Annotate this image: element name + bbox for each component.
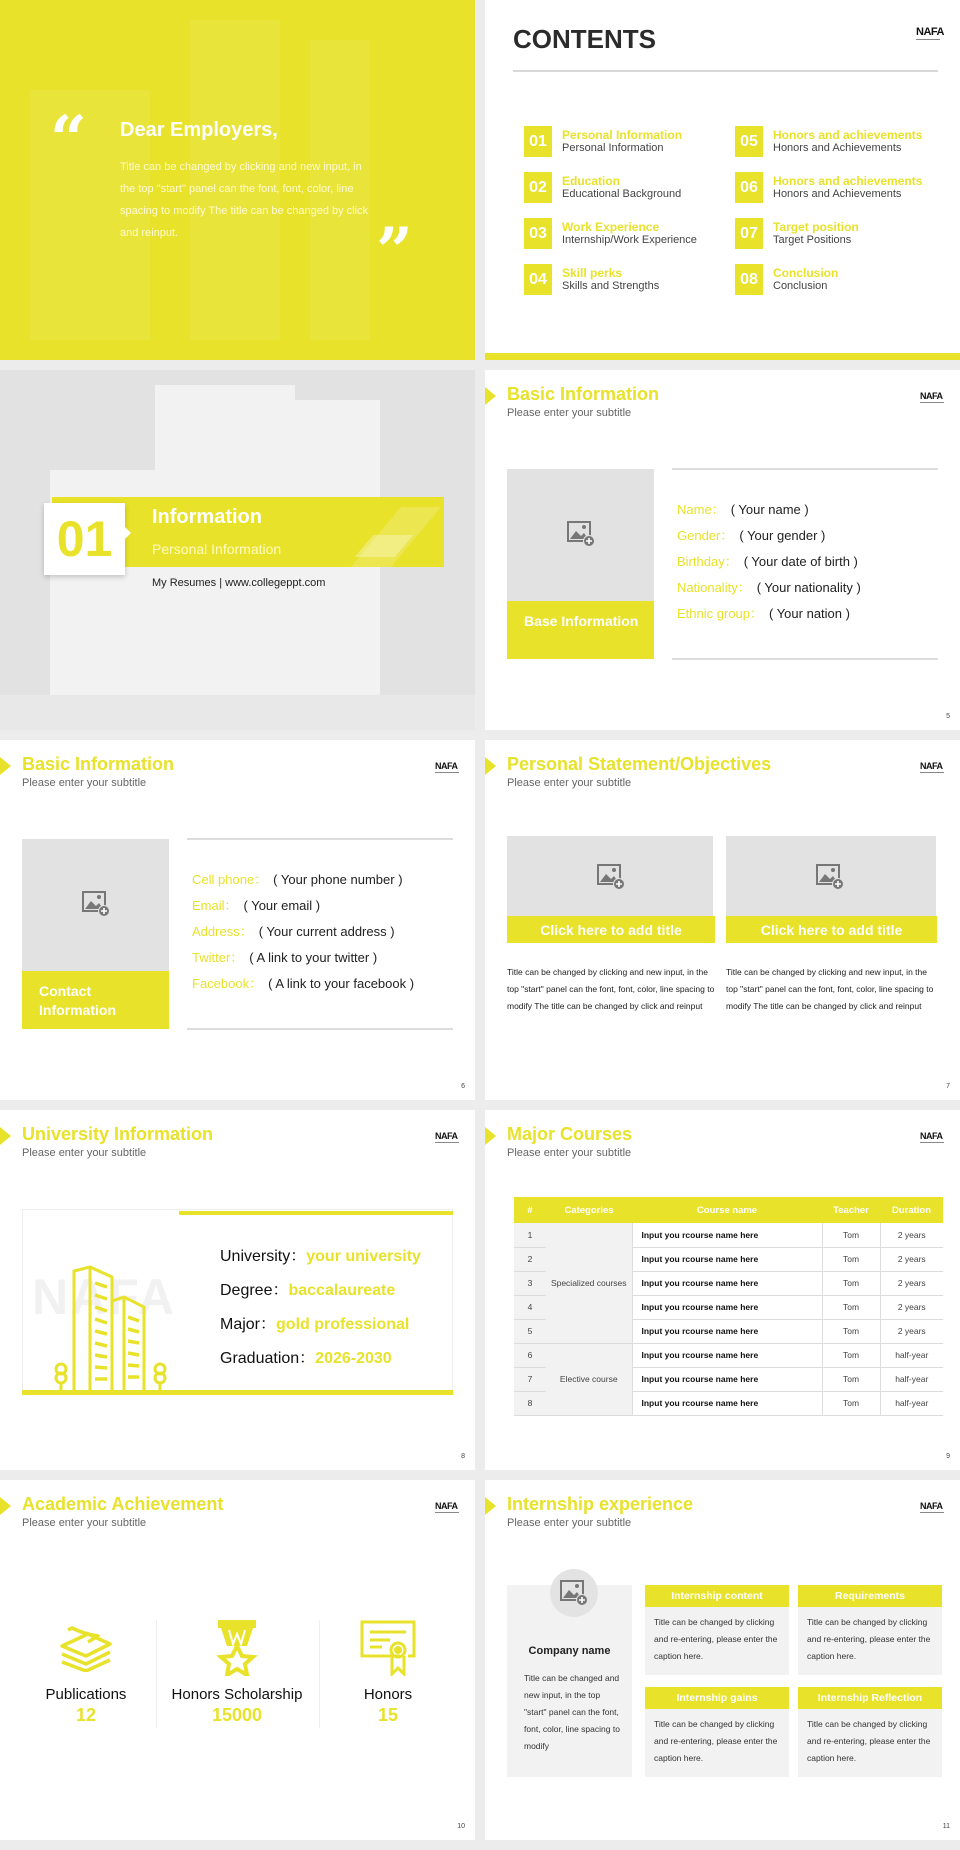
slide-basic-info[interactable] xyxy=(485,370,960,730)
section-subtitle[interactable]: Personal Information xyxy=(152,541,282,557)
course-name-cell[interactable]: Input you rcourse name here xyxy=(632,1367,822,1391)
slide-intro[interactable] xyxy=(0,0,475,360)
close-quote-icon: ” xyxy=(376,214,413,289)
col-teacher: Teacher xyxy=(822,1197,880,1223)
toc-subtitle: Skills and Strengths xyxy=(562,279,660,292)
toc-item[interactable] xyxy=(735,172,922,203)
achievement-value[interactable]: 12 xyxy=(75,1705,97,1725)
toc-item[interactable] xyxy=(524,172,681,203)
field-address[interactable]: Address： ( Your current address ) xyxy=(192,924,395,939)
header-arrow-icon xyxy=(485,757,496,775)
toc-item[interactable] xyxy=(735,218,859,249)
field-degree[interactable]: Degree：baccalaureate xyxy=(220,1282,396,1299)
company-text[interactable]: Title can be changed and new input, in the top "start" panel can the font, font, color, line spacing to modify xyxy=(524,1673,620,1751)
card-title: Internship content xyxy=(645,1585,789,1607)
add-image-icon[interactable] xyxy=(816,864,844,890)
achievement-value[interactable]: 15000 xyxy=(211,1705,263,1725)
field-gender[interactable]: Gender： ( Your gender ) xyxy=(677,528,826,543)
toc-number: 08 xyxy=(735,264,763,295)
table-row: 1 Specialized courses Input you rcourse name here Tom 2 years xyxy=(514,1223,943,1247)
add-image-icon[interactable] xyxy=(82,891,110,917)
slide-contact-info[interactable] xyxy=(0,740,475,1100)
toc-title: Personal Information xyxy=(562,127,683,142)
field-name[interactable]: Name： ( Your name ) xyxy=(677,502,809,517)
col-course-name: Course name xyxy=(632,1197,822,1223)
courses-table xyxy=(514,1197,943,1416)
accent-bar xyxy=(485,353,960,360)
accent-bar xyxy=(179,1211,453,1215)
table-row: 8 Input you rcourse name here Tom half-year xyxy=(514,1391,943,1415)
page-number: 5 xyxy=(946,713,950,720)
table-row: 7 Input you rcourse name here Tom half-year xyxy=(514,1367,943,1391)
slide-academic-achievement[interactable] xyxy=(0,1480,475,1840)
card-label: Contact Information xyxy=(22,971,169,1029)
nafa-logo: NAFA xyxy=(920,1131,943,1141)
card-text[interactable]: Title can be changed by clicking and re-entering, please enter the caption here. xyxy=(807,1719,931,1763)
page-number: 6 xyxy=(461,1083,465,1090)
divider xyxy=(156,1620,157,1728)
header-arrow-icon xyxy=(0,757,11,775)
toc-subtitle: Honors and Achievements xyxy=(773,187,902,200)
table-header xyxy=(514,1197,943,1223)
slide-internship-experience[interactable] xyxy=(485,1480,960,1840)
card-title: Internship gains xyxy=(645,1687,789,1709)
table-row: 3 Input you rcourse name here Tom 2 years xyxy=(514,1271,943,1295)
page-number: 10 xyxy=(457,1823,465,1830)
slide-subtitle[interactable]: Please enter your subtitle xyxy=(22,1517,147,1529)
add-image-icon xyxy=(560,1580,588,1606)
nafa-logo: NAFA xyxy=(916,26,944,38)
nafa-logo: NAFA xyxy=(435,761,458,771)
course-name-cell[interactable]: Input you rcourse name here xyxy=(632,1223,822,1247)
add-title-button[interactable]: Click here to add title xyxy=(726,916,937,943)
page-number: 8 xyxy=(461,1453,465,1460)
field-university[interactable]: University：your university xyxy=(220,1248,421,1265)
open-quote-icon: “ xyxy=(50,102,87,177)
field-birthday[interactable]: Birthday： ( Your date of birth ) xyxy=(677,554,858,569)
toc-number: 04 xyxy=(524,264,552,295)
card-internship-content[interactable] xyxy=(645,1585,789,1675)
course-name-cell[interactable]: Input you rcourse name here xyxy=(632,1271,822,1295)
toc-item[interactable] xyxy=(735,126,922,157)
card-title: Internship Reflection xyxy=(798,1687,942,1709)
toc-subtitle: Educational Background xyxy=(562,187,682,200)
road xyxy=(0,695,475,730)
toc-subtitle: Honors and Achievements xyxy=(773,141,902,154)
toc-subtitle: Target Positions xyxy=(773,233,852,246)
card-requirements[interactable] xyxy=(798,1585,942,1675)
header-arrow-icon xyxy=(0,1497,11,1515)
nafa-logo: NAFA xyxy=(920,761,943,771)
field-ethnic-group[interactable]: Ethnic group： ( Your nation ) xyxy=(677,606,850,621)
category-cell: Elective course xyxy=(546,1343,632,1415)
field-graduation[interactable]: Graduation：2026-2030 xyxy=(220,1350,392,1367)
achievement-publications xyxy=(16,1618,156,1726)
achievement-value[interactable]: 15 xyxy=(377,1705,399,1725)
toc-number: 02 xyxy=(524,172,552,203)
watermark: NAFA xyxy=(32,1269,177,1325)
course-name-cell[interactable]: Input you rcourse name here xyxy=(632,1343,822,1367)
slide-title[interactable]: University Information xyxy=(22,1124,214,1144)
slide-title[interactable]: Basic Information xyxy=(507,384,660,404)
intro-title[interactable]: Dear Employers, xyxy=(120,119,278,141)
toc-title: Honors and achievements xyxy=(773,127,923,142)
card-internship-gains[interactable] xyxy=(645,1687,789,1777)
course-name-cell[interactable]: Input you rcourse name here xyxy=(632,1295,822,1319)
slide-subtitle[interactable]: Please enter your subtitle xyxy=(22,1147,147,1159)
slide-subtitle[interactable]: Please enter your subtitle xyxy=(507,407,632,419)
accent-bar xyxy=(22,1390,453,1395)
header-arrow-icon xyxy=(0,1127,11,1145)
achievement-label: Publications xyxy=(45,1686,127,1703)
toc-item[interactable] xyxy=(735,264,838,295)
add-title-button[interactable]: Click here to add title xyxy=(507,916,715,943)
toc-title: Target position xyxy=(773,219,859,234)
field-email[interactable]: Email： ( Your email ) xyxy=(192,898,321,913)
toc-subtitle: Internship/Work Experience xyxy=(562,233,697,246)
table-row: 2 Input you rcourse name here Tom 2 years xyxy=(514,1247,943,1271)
slide-subtitle[interactable]: Please enter your subtitle xyxy=(507,1517,632,1529)
card-title: Requirements xyxy=(798,1585,942,1607)
section-footer: My Resumes | www.collegeppt.com xyxy=(152,577,326,589)
info-list xyxy=(187,838,453,1030)
medal-icon xyxy=(167,1618,307,1678)
statement-text[interactable]: Title can be changed by clicking and new input, in the top "start" panel can the font, font, color, line spacing to modify The title can be changed by click and reinput xyxy=(726,967,934,1011)
achievement-scholarship xyxy=(167,1618,307,1726)
card-label: Base Information xyxy=(507,601,654,659)
nafa-logo: NAFA xyxy=(435,1501,458,1511)
header-arrow-icon xyxy=(485,1497,496,1515)
category-cell: Specialized courses xyxy=(546,1223,632,1343)
slide-title[interactable]: Personal Statement/Objectives xyxy=(507,754,772,774)
slide-title[interactable]: Basic Information xyxy=(22,754,175,774)
photo-placeholder[interactable] xyxy=(507,469,654,659)
toc-item[interactable] xyxy=(524,218,697,249)
page-number: 9 xyxy=(946,1453,950,1460)
field-cell-phone[interactable]: Cell phone： ( Your phone number ) xyxy=(192,872,403,887)
course-name-cell[interactable]: Input you rcourse name here xyxy=(632,1247,822,1271)
slide-major-courses[interactable] xyxy=(485,1110,960,1470)
card-internship-reflection[interactable] xyxy=(798,1687,942,1777)
nafa-logo: NAFA xyxy=(920,1501,943,1511)
col-number: # xyxy=(514,1197,546,1223)
course-name-cell[interactable]: Input you rcourse name here xyxy=(632,1319,822,1343)
slide-subtitle[interactable]: Please enter your subtitle xyxy=(22,777,147,789)
table-row: 5 Input you rcourse name here Tom 2 years xyxy=(514,1319,943,1343)
intro-body[interactable]: Title can be changed by clicking and new input, in the top "start" panel can the font, font, color, line spacing to modify The title can be changed by click and reinput. xyxy=(120,161,369,239)
slide-title[interactable]: Internship experience xyxy=(507,1494,694,1514)
header-arrow-icon xyxy=(485,1127,496,1145)
table-row: 4 Input you rcourse name here Tom 2 years xyxy=(514,1295,943,1319)
page-number: 11 xyxy=(942,1823,950,1830)
page-number: 7 xyxy=(946,1083,950,1090)
field-twitter[interactable]: Twitter： ( A link to your twitter ) xyxy=(192,950,378,965)
building-icon xyxy=(52,1261,170,1398)
toc-number: 01 xyxy=(524,126,552,157)
section-number: 01 xyxy=(44,503,125,575)
card-text[interactable]: Title can be changed by clicking and re-entering, please enter the caption here. xyxy=(807,1617,931,1661)
slide-personal-statement[interactable] xyxy=(485,740,960,1100)
add-image-icon[interactable] xyxy=(567,521,595,547)
toc-item[interactable] xyxy=(524,126,682,157)
toc-title: Honors and achievements xyxy=(773,173,923,188)
slide-subtitle[interactable]: Please enter your subtitle xyxy=(507,1147,632,1159)
achievement-honors xyxy=(318,1618,458,1726)
slide-title[interactable]: Major Courses xyxy=(507,1124,633,1144)
toc-item[interactable] xyxy=(524,264,659,295)
publications-icon xyxy=(16,1618,156,1678)
toc-number: 07 xyxy=(735,218,763,249)
statement-text[interactable]: Title can be changed by clicking and new input, in the top "start" panel can the font, font, color, line spacing to modify The title can be changed by click and reinput xyxy=(507,967,715,1011)
toc-subtitle: Conclusion xyxy=(773,279,828,292)
nafa-logo: NAFA xyxy=(435,1131,458,1141)
slide-subtitle[interactable]: Please enter your subtitle xyxy=(507,777,632,789)
card-text[interactable]: Title can be changed by clicking and re-entering, please enter the caption here. xyxy=(654,1617,778,1661)
achievement-label: Honors xyxy=(363,1686,413,1703)
field-major[interactable]: Major：gold professional xyxy=(220,1316,410,1333)
toc-title: Work Experience xyxy=(562,219,660,234)
course-name-cell[interactable]: Input you rcourse name here xyxy=(632,1391,822,1415)
toc-title: Skill perks xyxy=(562,265,623,280)
col-categories: Categories xyxy=(546,1197,632,1223)
achievement-label: Honors Scholarship xyxy=(171,1686,303,1703)
company-logo-placeholder[interactable] xyxy=(550,1569,598,1617)
header-arrow-icon xyxy=(485,387,496,405)
section-title[interactable]: Information xyxy=(152,506,262,528)
toc-subtitle: Personal Information xyxy=(562,141,664,154)
table-row: 6 Elective course Input you rcourse name here Tom half-year xyxy=(514,1343,943,1367)
field-facebook[interactable]: Facebook： ( A link to your facebook ) xyxy=(192,976,415,991)
add-image-icon[interactable] xyxy=(597,864,625,890)
col-duration: Duration xyxy=(880,1197,943,1223)
toc-title: Education xyxy=(562,173,621,188)
toc-number: 03 xyxy=(524,218,552,249)
slide-university-info[interactable] xyxy=(0,1110,475,1470)
info-list xyxy=(672,468,938,660)
field-nationality[interactable]: Nationality： ( Your nationality ) xyxy=(677,580,861,595)
slide-section[interactable] xyxy=(0,370,475,730)
photo-placeholder[interactable] xyxy=(22,839,169,1029)
slide-title[interactable]: Academic Achievement xyxy=(22,1494,224,1514)
divider xyxy=(513,70,938,72)
toc-number: 05 xyxy=(735,126,763,157)
company-name[interactable]: Company name xyxy=(528,1645,611,1657)
certificate-icon xyxy=(318,1618,458,1678)
toc-number: 06 xyxy=(735,172,763,203)
contents-title: CONTENTS xyxy=(513,24,656,54)
card-text[interactable]: Title can be changed by clicking and re-entering, please enter the caption here. xyxy=(654,1719,778,1763)
slide-contents[interactable] xyxy=(485,0,960,360)
nafa-logo: NAFA xyxy=(920,391,943,401)
toc-title: Conclusion xyxy=(773,265,839,280)
